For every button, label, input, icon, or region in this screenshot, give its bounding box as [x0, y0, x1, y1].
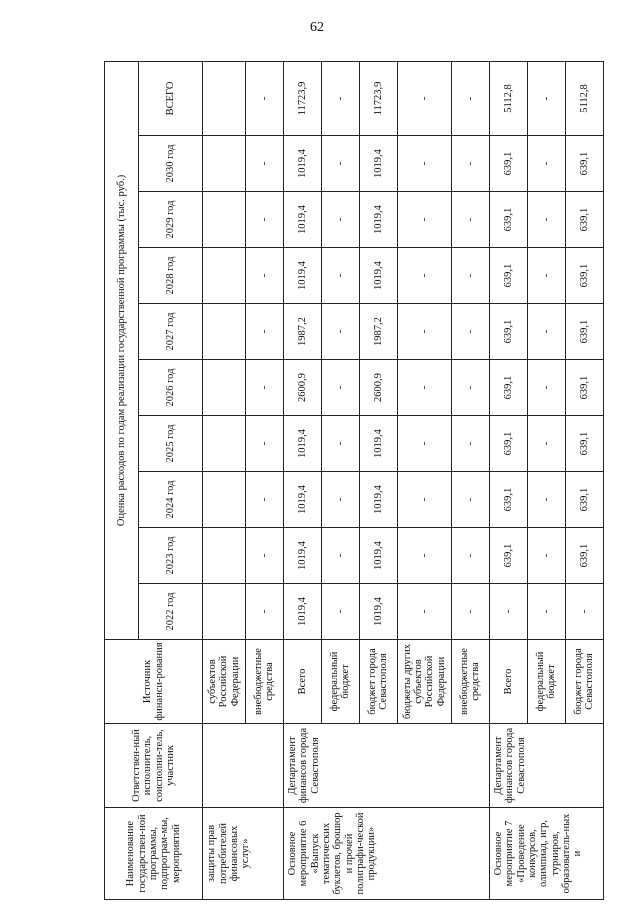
- value-cell: -: [527, 360, 565, 416]
- value-cell: -: [397, 248, 451, 304]
- value-cell: -: [451, 192, 489, 248]
- value-cell: 1019,4: [359, 416, 397, 472]
- value-cell: 1019,4: [283, 192, 321, 248]
- value-cell: -: [527, 248, 565, 304]
- value-cell: [203, 192, 245, 248]
- header-executor: Ответствен-ный исполнитель, соисполни-тель, участник: [105, 724, 203, 808]
- funding-source: бюджет города Севастополя: [359, 640, 397, 724]
- value-cell: [203, 304, 245, 360]
- value-cell: 639,1: [565, 304, 603, 360]
- value-cell: -: [397, 528, 451, 584]
- value-cell: [203, 472, 245, 528]
- value-cell: [203, 528, 245, 584]
- value-cell: -: [451, 136, 489, 192]
- value-cell: 1019,4: [283, 248, 321, 304]
- header-year: 2023 год: [138, 528, 203, 584]
- value-cell: 639,1: [489, 416, 527, 472]
- value-cell: -: [527, 136, 565, 192]
- value-cell: -: [527, 528, 565, 584]
- value-cell: -: [527, 584, 565, 640]
- value-cell: -: [321, 416, 359, 472]
- header-year: 2026 год: [138, 360, 203, 416]
- total-cell: -: [527, 61, 565, 135]
- value-cell: -: [245, 360, 283, 416]
- value-cell: [203, 584, 245, 640]
- value-cell: 639,1: [489, 248, 527, 304]
- header-year: 2022 год: [138, 584, 203, 640]
- value-cell: [203, 360, 245, 416]
- value-cell: 639,1: [489, 472, 527, 528]
- funding-source: субъектов Российской Федерации: [203, 640, 245, 724]
- header-year: 2030 год: [138, 136, 203, 192]
- value-cell: -: [245, 304, 283, 360]
- program-name: Основное мероприятие 7 «Проведение конкурсов, олимпиад, игр, турниров, образователь-ных и: [489, 808, 603, 900]
- funding-source: федеральный бюджет: [527, 640, 565, 724]
- value-cell: -: [397, 584, 451, 640]
- value-cell: 1019,4: [359, 248, 397, 304]
- value-cell: [203, 136, 245, 192]
- funding-source: Всего: [283, 640, 321, 724]
- value-cell: 1019,4: [359, 192, 397, 248]
- value-cell: 1019,4: [283, 584, 321, 640]
- value-cell: 639,1: [489, 304, 527, 360]
- total-cell: 5112,8: [565, 61, 603, 135]
- value-cell: 1987,2: [283, 304, 321, 360]
- value-cell: -: [527, 416, 565, 472]
- value-cell: -: [397, 360, 451, 416]
- value-cell: -: [245, 192, 283, 248]
- value-cell: -: [245, 472, 283, 528]
- value-cell: -: [527, 304, 565, 360]
- header-estimate-group: Оценка расходов по годам реализации государственной программы (тыс. руб.): [105, 61, 139, 639]
- total-cell: 5112,8: [489, 61, 527, 135]
- value-cell: 1987,2: [359, 304, 397, 360]
- program-name: Основное мероприятие 6 «Выпуск тематических буклетов, брошюр и прочей полиграфи-ческой продукции»: [283, 808, 489, 900]
- value-cell: -: [451, 528, 489, 584]
- value-cell: -: [321, 360, 359, 416]
- value-cell: 1019,4: [283, 528, 321, 584]
- header-source: Источник финанси-рования: [105, 640, 203, 724]
- header-year: 2027 год: [138, 304, 203, 360]
- executor: [203, 724, 283, 808]
- value-cell: 639,1: [565, 248, 603, 304]
- value-cell: 2600,9: [283, 360, 321, 416]
- value-cell: 1019,4: [359, 528, 397, 584]
- header-name: Наименование государствен-ной программы, подпрограм-мы, мероприятий: [105, 808, 203, 900]
- header-year: 2025 год: [138, 416, 203, 472]
- table-row: [203, 61, 245, 899]
- value-cell: [203, 416, 245, 472]
- value-cell: -: [489, 584, 527, 640]
- value-cell: 639,1: [489, 360, 527, 416]
- page-number: 62: [310, 20, 324, 35]
- executor: Департамент финансов города Севастополя: [489, 724, 603, 808]
- value-cell: -: [397, 304, 451, 360]
- budget-table: [104, 61, 604, 900]
- value-cell: 1019,4: [283, 416, 321, 472]
- total-cell: -: [245, 61, 283, 135]
- header-row-group: [105, 61, 139, 899]
- total-cell: 11723,9: [283, 61, 321, 135]
- value-cell: -: [321, 584, 359, 640]
- value-cell: 1019,4: [359, 136, 397, 192]
- value-cell: 639,1: [565, 416, 603, 472]
- value-cell: -: [397, 136, 451, 192]
- value-cell: 639,1: [565, 192, 603, 248]
- header-year: 2029 год: [138, 192, 203, 248]
- value-cell: 639,1: [489, 528, 527, 584]
- value-cell: -: [451, 584, 489, 640]
- program-name: защиты прав потребителей финансовых услуг»: [203, 808, 283, 900]
- total-cell: [203, 61, 245, 135]
- header-total: ВСЕГО: [138, 61, 203, 135]
- total-cell: -: [451, 61, 489, 135]
- value-cell: -: [451, 416, 489, 472]
- value-cell: -: [565, 584, 603, 640]
- value-cell: 639,1: [565, 472, 603, 528]
- funding-source: бюджеты других субъектов Российской Федерации: [397, 640, 451, 724]
- total-cell: -: [321, 61, 359, 135]
- value-cell: -: [245, 248, 283, 304]
- value-cell: -: [321, 472, 359, 528]
- value-cell: 1019,4: [359, 584, 397, 640]
- value-cell: -: [397, 192, 451, 248]
- value-cell: -: [245, 416, 283, 472]
- table-row: [283, 61, 321, 899]
- value-cell: -: [397, 416, 451, 472]
- value-cell: 639,1: [565, 360, 603, 416]
- executor: Департамент финансов города Севастополя: [283, 724, 489, 808]
- value-cell: 2600,9: [359, 360, 397, 416]
- funding-source: федеральный бюджет: [321, 640, 359, 724]
- value-cell: -: [245, 136, 283, 192]
- value-cell: -: [245, 584, 283, 640]
- value-cell: -: [451, 248, 489, 304]
- value-cell: [203, 248, 245, 304]
- funding-source: внебюджетные средства: [245, 640, 283, 724]
- total-cell: 11723,9: [359, 61, 397, 135]
- value-cell: -: [321, 304, 359, 360]
- value-cell: -: [527, 472, 565, 528]
- value-cell: -: [321, 136, 359, 192]
- value-cell: -: [321, 528, 359, 584]
- value-cell: -: [451, 360, 489, 416]
- value-cell: 1019,4: [359, 472, 397, 528]
- value-cell: -: [321, 248, 359, 304]
- value-cell: 639,1: [565, 528, 603, 584]
- value-cell: -: [397, 472, 451, 528]
- funding-source: бюджет города Севастополя: [565, 640, 603, 724]
- funding-source: внебюджетные средства: [451, 640, 489, 724]
- value-cell: 639,1: [489, 136, 527, 192]
- budget-table-sheet: [104, 62, 604, 900]
- value-cell: -: [451, 472, 489, 528]
- value-cell: 639,1: [489, 192, 527, 248]
- value-cell: 639,1: [565, 136, 603, 192]
- table-row: [489, 61, 527, 899]
- value-cell: -: [245, 528, 283, 584]
- header-year: 2028 год: [138, 248, 203, 304]
- value-cell: -: [451, 304, 489, 360]
- value-cell: 1019,4: [283, 136, 321, 192]
- value-cell: -: [527, 192, 565, 248]
- header-year: 2024 год: [138, 472, 203, 528]
- total-cell: -: [397, 61, 451, 135]
- value-cell: -: [321, 192, 359, 248]
- funding-source: Всего: [489, 640, 527, 724]
- value-cell: 1019,4: [283, 472, 321, 528]
